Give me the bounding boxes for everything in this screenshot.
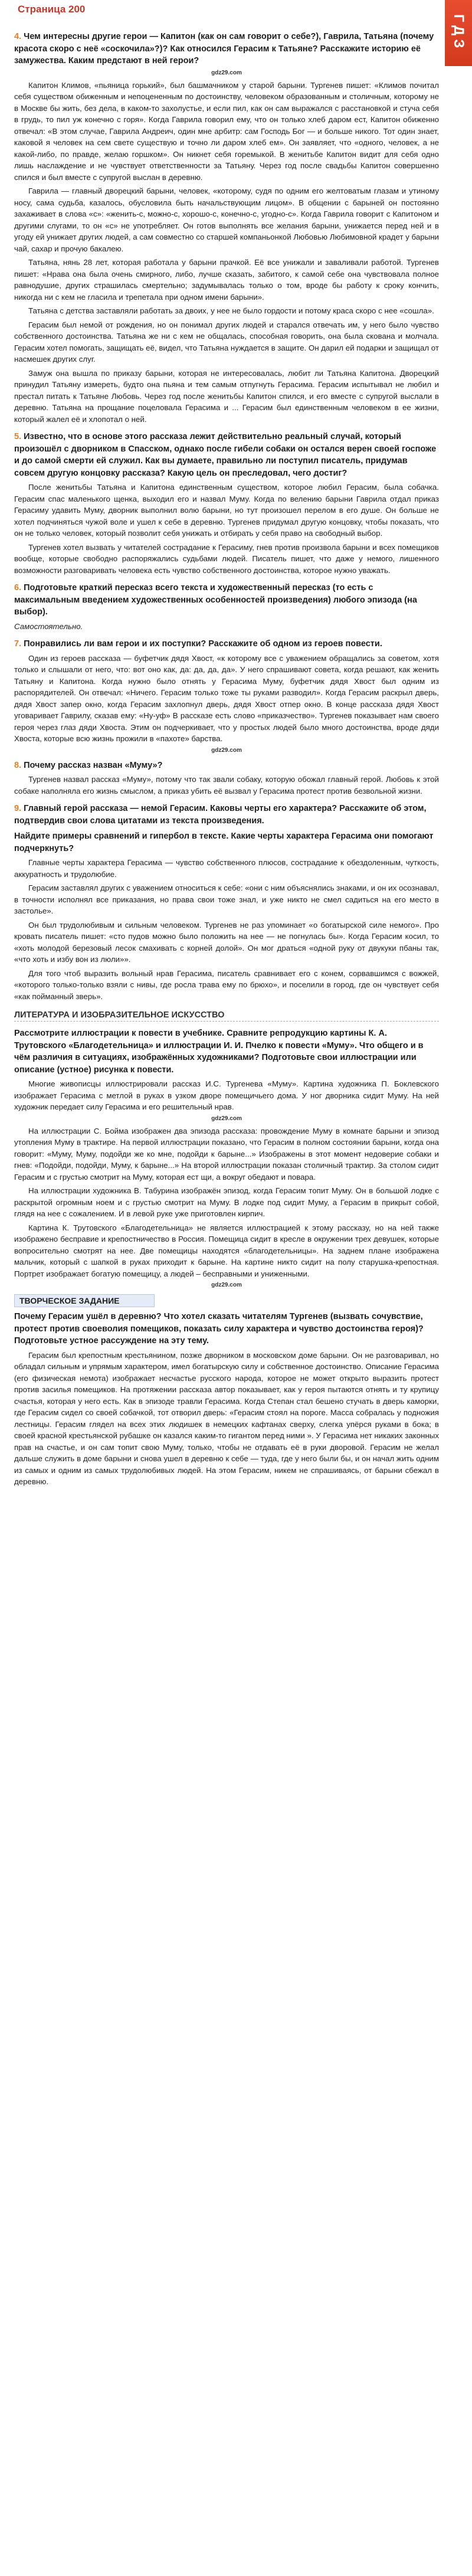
answer-paragraph: На иллюстрации С. Бойма изображен два эпизода рассказа: провождение Муму в комнате барыни и эпизод утопления Муму в трактире. На первой иллюстрации показано, что Герасим в полном состоянии барыни, когда она говорит: «Муму, Муму, подойди же ко мне, подойди к барыне...» Изображены в этот момент недоверие собаки и гнев: «Подойди, подойди, Муму, к барыне...» На второй иллюстрации показан столичный трактир. За столом сидит Герасим и с грустью смотрит на Муму, которая ест щи, а вокруг обедают и повара. — [14, 1126, 439, 1181]
article-content — [14, 25, 439, 2562]
sub-question: Почему Герасим ушёл в деревню? Что хотел сказать читателям Тургенев (вызвать сочувствие, протест против своеволия помещиков, показать силу характера и чувство достоинства героя)? Подготовьте устное рассуждение на эту тему. — [14, 1312, 424, 1346]
answer-paragraph: Замуж она вышла по приказу барыни, которая не интересовалась, любит ли Татьяна Капитона. Дворецкий принудил Татьяну измереть, будто она пьяна и тем самым отпугнуть Герасима. Герасим испытывал не любил и престал питать к Татьяне Любовь. Через год после женитьбы Капитон спился, и его вместе с супругой выслали в деревню. Татьяна на прощание поцеловала Герасима и ... Герасим был единственным человеком в ее жизни, который жалел её и хлопотал о ней. — [14, 368, 439, 424]
answer-paragraph: Татьяна, нянь 28 лет, которая работала у барыни прачкой. Её все унижали и заваливали работой. Тургенев пишет: «Нрава она была очень смирного, либо, лучше сказать, забитого, к самой себе она чувствовала полное равнодушие, других страшилась смертельно; задумывалась только о том, вроде бы работу к сроку кончить, никогда ни с кем не гласила и трепетала при одном имени барыни». — [14, 258, 439, 302]
answer-paragraph: Тургенев хотел вызвать у читателей сострадание к Герасиму, гнев против произвола барыни и всех помещиков вообще, которые свободно распоряжались судьбами людей. Писатель пишет, что даже у немого, лишенного возможности разговаривать человека есть чувство собственного достоинства, которое нужно уважать. — [14, 542, 439, 575]
question-text: Главный герой рассказа — немой Герасим. Каковы черты его характера? Расскажите об этом, подтвердив свои слова цитатами из текста произведения. — [14, 804, 427, 826]
question-number: 6. — [14, 583, 22, 593]
source-watermark: gdz29.com — [211, 69, 242, 76]
question-text: Понравились ли вам герои и их поступки? Расскажите об одном из героев повести. — [24, 639, 382, 649]
question-text: Чем интересны другие герои — Капитон (как он сам говорит о себе?), Гаврила, Татьяна (почему красота скоро с неё «соскочила»?)? Как относился Герасим к Татьяне? Расскажите историю её замужества. Каким предстают в ней герои? — [14, 32, 434, 66]
question-9 — [14, 803, 439, 827]
question-text: Известно, что в основе этого рассказа лежит действительно реальный случай, который произошёл с дворником в Спасском, однако после гибели собаки он остался верен своей госпоже и до самой смерти ей служил. Как вы думаете, правильно ли поступил писатель, придумав совсем другую концовку рассказа? Какую цель он преследовал, чего достиг? — [14, 432, 437, 478]
question-number: 7. — [14, 639, 22, 649]
answer-paragraph: Капитон Климов, «пьяница горький», был башмачником у старой барыни. Тургенев пишет: «Климов почитал себя существом обиженным и непоцененным по достоинству, человеком образованным и столичным, которому не в Москве бы жить, без дела, в каком-то захолустье, и если пил, как он сам выражался с расстановкой и стуча себя в грудь, то пил уж конечно с горя». Когда Гаврила говорил ему, что он только хлеб даром ест, Капитон обиженно отвечал: «В этом случае, Гаврила Андреич, один мне арбитр: сам Господь Бог — и больше никого. Тот один знает, каковой я человек на сем свете существую и точно ли даром хлеб ем». Он заявляет, что «одного, человек, а не какой-либо, по правде, желаю горшком». Он никнет себя горемыкой. В женитьбе Капитон видит для себя одно лишь наслаждение и не чувствует ответственности за Татьяну. Через год после свадьбы Капитон совершенно спился и был вместе с супругой выслан в деревню. — [14, 80, 439, 182]
question-8 — [14, 760, 439, 772]
answer-paragraph: После женитьбы Татьяна и Капитона единственным существом, которое любил Герасим, была собачка. Герасим спас маленького щенка, выходил его и назвал Муму. Когда по велению барыни Гаврила отдал приказ Герасиму удавить Муму, дворник выполнил волю барыни, но тут произошел перелом в его душе. Он больше не хотел подчиняться чужой воле и ушел к себе в деревню. Тургенев придумал другую концовку, чтобы показать, что он не только человек, который позволит себя унижать и отбирать у себя право на свободный выбор. — [14, 483, 439, 538]
source-watermark: gdz29.com — [211, 1282, 242, 1288]
question-number: 5. — [14, 432, 22, 441]
question-number: 9. — [14, 804, 22, 813]
question-number: 8. — [14, 760, 22, 770]
answer-note: Самостоятельно. — [14, 621, 83, 631]
question-text: Почему рассказ назван «Муму»? — [24, 760, 163, 770]
creative-task-heading: ТВОРЧЕСКОЕ ЗАДАНИЕ — [14, 1294, 155, 1307]
question-6 — [14, 582, 439, 618]
answer-paragraph: На иллюстрации художника В. Табурина изображён эпизод, когда Герасим топит Муму. Он в большой лодке с раскрытой огромным ноем и с грустью смотрит на Муму. В лодке под сидит Муму, а Герасим в прикрыт собой, глядя на нее с сожалением. И в левой руке уже приготовлен кирпич. — [14, 1186, 439, 1218]
question-4 — [14, 31, 439, 67]
answer-paragraph: Герасим был крепостным крестьянином, позже дворником в московском доме барыни. Он не разговаривал, но обладал сильным и упрямым характером, имел богатырскую силу и собственное достоинство. Описание Герасима (его физическая немота) изображает несчастье русского народа, которое не может открыто выразить протест против засилья помещиков. На протяжении рассказа автор показывает, как у героя пытаются отнять и ту крупицу счастья, которая у него есть. Как в эпизоде травли Герасима. Когда Степан стал бешено стучать в дверь каморки, где Герасим сидел со своей собачкой, тот отворил дверь: «Герасим стоял на пороге. Масса собралась у подножия лестницы. Герасим глядел на всех этих людишек в немецких кафтанах сверху, слегка упёрся руками в бока; в своей красной крестьянской рубашке он казался каким-то гигантом перед ними ». У Герасима нет никаких законных прав на счастье, и он сам топит свою Муму, только, чтобы не отдавать её в руки дворовой. Герасим не желал дальше служить в доме барыни и снова ушел в деревню к себе — туда, где у него были бы, и он начал жить одним из самых и одним из самых трудолюбивых людей. На этом Герасим, никем не спрашиваясь, от барыни сбежал в деревню. — [14, 1350, 439, 1486]
question-7 — [14, 638, 439, 650]
section-heading: ЛИТЕРАТУРА И ИЗОБРАЗИТЕЛЬНОЕ ИСКУССТВО — [14, 1010, 439, 1022]
answer-paragraph: Тургенев назвал рассказ «Муму», потому что так звали собаку, которую обожал главный герой. Любовь к этой собаке наполняла его жизнь смыслом, а приказ убить её вызвал у Герасима протест против безвольной жизни. — [14, 775, 439, 796]
gdz-badge: ГДЗ — [445, 0, 472, 66]
question-art — [14, 1027, 439, 1076]
question-text: Подготовьте краткий пересказ всего текста и художественный пересказ (то есть с максимальным введением художественных особенностей произведения) любого эпизода (на выбор). — [14, 583, 417, 617]
answer-paragraph: Для того чтоб выразить вольный нрав Герасима, писатель сравнивает его с конем, сорвавшимся с вожжей, «которого только-только взяли с нивы, где росла трава ему по брюхо», и поселили в город, где он чувствует себя «как пойманный зверь». — [14, 968, 439, 1001]
answer-paragraph: Один из героев рассказа — буфетчик дядя Хвост, «к которому все с уважением обращались за советом, хотя только и слышали от него, что: вот оно как, да: да, да, да». У него спрашивают совета, когда решают, как женить Татьяну и Капитона. Когда нужно было отнять у Герасима Муму, буфетчик дядя Хвост был одним из распорядителей. Он отвечал: «Ничего. Герасим только тоже ты руками разводил». Когда Герасим раскрыл дверь, дядя Хвост запер окно, когда Герасим захлопнул дверь, дядя Хвост отпер окно. В конце рассказа дядя Хвост уговаривает Гаврилу, сказав ему: «Ну-уф» В рассказе есть слово «приказчество». Тургенев показывает нам своего героя через глаз дяди Хвоста. Этим он подчеркивает, что у простых людей было много достоинства, вроде дяди Хвоста, которые всю жизнь прожили в «пахоте» барства. — [14, 653, 439, 743]
page-number: Страница 200 — [18, 4, 86, 15]
source-watermark: gdz29.com — [211, 747, 242, 754]
answer-paragraph: Татьяна с детства заставляли работать за двоих, у нее не было гордости и потому краса скоро с нее «сошла». — [28, 306, 434, 315]
answer-paragraph: Картина К. Трутовского «Благодетельница» не является иллюстрацией к этому рассказу, но на ней также изображено бесправие и крепостничество в Россия. Помещица сидит в кресле в окружении трех девушек, которые вопросительно смотрят на нее. Две помещицы находятся «благодетельницы». На заднем плане изображена мальчик, который с шапкой в руках приходит к барыне. На картине никто сидит на полу старушка-крепостная. Портрет изображает богатую помещицу, а людей – бесправными и униженными. — [14, 1223, 439, 1278]
question-5 — [14, 431, 439, 479]
source-watermark: gdz29.com — [211, 1115, 242, 1122]
answer-paragraph: Многие живописцы иллюстрировали рассказ И.С. Тургенева «Муму». Картина художника П. Боклевского изображает Герасима с метлой в руках в узком дворе помещичьего дома. У ног дворника сидит Муму. На ней художник передает силу Герасима и его решительный нрав. — [14, 1079, 439, 1111]
answer-paragraph: Главные черты характера Герасима — чувство собственного плюсов, сострадание к обездоленным, чуткость, аккуратность и трудолюбие. — [14, 858, 439, 879]
question-number: 4. — [14, 32, 22, 41]
sub-question: Найдите примеры сравнений и гипербол в тексте. Какие черты характера Герасима они помогают подчеркнуть? — [14, 832, 434, 853]
answer-paragraph: Герасим заставлял других с уважением относиться к себе: «они с ним объяснялись знаками, и он их осознавал, в точности исполнял все приказания, но права свои тоже знал, и уже никто не смел садиться на его место в застолье». — [14, 883, 439, 915]
question-text: Рассмотрите иллюстрации к повести в учебнике. Сравните репродукцию картины К. А. Трутовского «Благодетельница» и иллюстрации И. И. Пчелко к повести «Муму». Что общего и в чём различия в ситуациях, изображённых художниками? Подготовьте свои иллюстрации или описание (устное) рисунка к повести. — [14, 1029, 424, 1075]
answer-paragraph: Герасим был немой от рождения, но он понимал других людей и старался отвечать им, у него было чувство собственного достоинства. Татьяна же ни с кем не общалась, способная говорить, она была скована и молчала. Герасим хотел помогать, защищать её, видел, что Татьяна нуждается в защите. Он дарил ей подарки и защищал от насмешек других слуг. — [14, 320, 439, 364]
answer-paragraph: Он был трудолюбивым и сильным человеком. Тургенев не раз упоминает «о богатырской силе немого». Про кровать писатель пишет: «сто пудов можно было положить на нее — не погнулась бы». Когда Герасим косил, то «хоть молодой березовый лесок смахивать с корней долой». Он мог драться «одной руку от двукуки пбаны так, «что хоть и избу вон из люли»». — [14, 920, 439, 964]
answer-paragraph: Гаврила — главный дворецкий барыни, человек, «которому, судя по одним его желтоватым глазам и утиному носу, сама судьба, казалось, обусловила быть начальствующим лицом». В общении с барыней он постоянно захаживает в слова «с»: «женить-с, можно-с, хорошо-с, конечно-с, угодно-с». Когда Гаврила говорит с Капитоном и другими слугами, то он «с» не употребляет. Он готов выполнять все желания барыни, унижается перед ней и в угоду ей унижает других людей, а сам совместно со старшей компаньонкой Любовью Любимовной крадет у барыни чай, сахар и прочую бакалею. — [14, 186, 439, 253]
